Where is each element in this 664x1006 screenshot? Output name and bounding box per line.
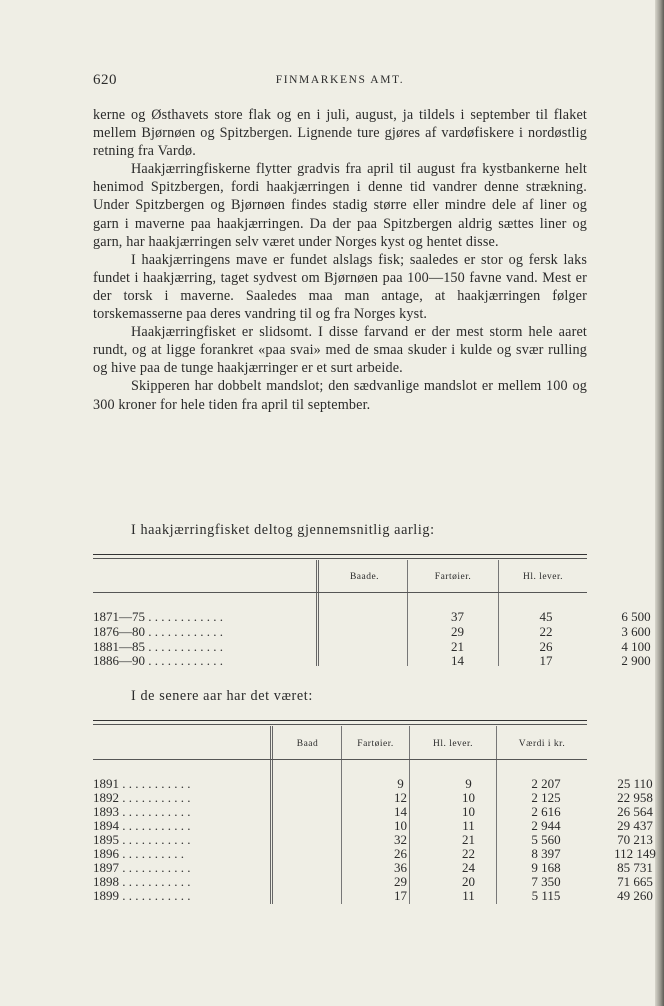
cell: 2 616 — [531, 804, 561, 819]
cell: 26 564 — [617, 804, 653, 819]
row-label: 1891 . . . . . . . . . . . — [93, 776, 191, 791]
cell: 22 — [539, 624, 553, 639]
cell: 29 437 — [617, 818, 653, 833]
table2-row — [93, 860, 653, 875]
table2-row — [93, 832, 653, 847]
cell: 32 — [394, 832, 407, 847]
table1-row — [93, 639, 651, 654]
cell: 49 260 — [617, 888, 653, 903]
table1-row — [93, 624, 651, 639]
cell: 29 — [394, 874, 407, 889]
row-label: 1881—85 . . . . . . . . . . . . — [93, 639, 223, 654]
cell: 10 — [394, 818, 407, 833]
row-label: 1871—75 . . . . . . . . . . . . — [93, 609, 223, 624]
cell: 5 560 — [531, 832, 561, 847]
paragraph-5: Skipperen har dobbelt mandslot; den sædvanlige mandslot er mellem 100 og 300 kroner for hele tiden fra april til september. — [93, 378, 587, 413]
table2-header-rule — [93, 759, 587, 760]
cell: 11 — [462, 888, 475, 903]
cell: 2 900 — [621, 653, 651, 668]
body-text — [93, 106, 587, 414]
cell: 29 — [451, 624, 464, 639]
row-label: 1894 . . . . . . . . . . . — [93, 818, 191, 833]
paragraph-3: I haakjærringens mave er fundet alslags fisk; saaledes er stor og fersk laks fundet i haakjærring, taget sydvest om Bjørnøen paa 100—150 favne vand. Mest er der torsk i maverne. Saaledes maa man antage, at haakjærringen følger torskemasserne paa deres vandring til og fra Norges kyst. — [93, 251, 587, 323]
table1-header-fartoier: Fartøier. — [434, 572, 472, 582]
table1-top-rule — [93, 554, 587, 555]
cell: 21 — [462, 832, 475, 847]
cell: 21 — [451, 639, 464, 654]
cell: 17 — [394, 888, 407, 903]
cell: 26 — [394, 846, 407, 861]
cell: 2 207 — [531, 776, 561, 791]
row-label: 1893 . . . . . . . . . . . — [93, 804, 191, 819]
cell: 7 350 — [531, 874, 561, 889]
running-title: FINMARKENS AMT. — [275, 74, 405, 86]
cell: 9 168 — [531, 860, 561, 875]
cell: 5 115 — [531, 888, 561, 903]
cell: 20 — [462, 874, 475, 889]
table2-header-vaerdi: Værdi i kr. — [518, 739, 566, 749]
cell: 9 — [397, 776, 404, 791]
table2-row — [93, 776, 653, 791]
cell: 10 — [462, 790, 475, 805]
page-header — [93, 72, 587, 92]
table2-header-fartoier: Fartøier. — [357, 739, 394, 749]
cell: 6 500 — [621, 609, 651, 624]
cell: 9 — [465, 776, 472, 791]
cell: 22 958 — [617, 790, 653, 805]
paragraph-4: Haakjærringfisket er slidsomt. I disse farvand er der mest storm hele aaret rundt, og at ligge forankret «paa svai» med de smaa skuder i kulde og svær rulling og hive paa de tunge haakjærringer er et surt arbeide. — [93, 324, 587, 377]
row-label: 1886—90 . . . . . . . . . . . . — [93, 653, 223, 668]
table2-row — [93, 804, 653, 819]
table1-row — [93, 609, 651, 624]
cell: 85 731 — [617, 860, 653, 875]
table2-row — [93, 790, 653, 805]
table2-header-hl-lever: Hl. lever. — [432, 739, 474, 749]
table2-top-rule — [93, 720, 587, 721]
row-label: 1876—80 . . . . . . . . . . . . — [93, 624, 223, 639]
table2-row — [93, 818, 653, 833]
table1-top-rule-thin — [93, 558, 587, 559]
paragraph-1: kerne og Østhavets store flak og en i juli, august, ja tildels i september til flaket mellem Bjørnøen og Spitzbergen. Lignende ture gjøres af vardøfiskere i nordøstlig retning fra Vardø. — [93, 107, 587, 160]
table1-header-rule — [93, 592, 587, 593]
cell: 22 — [462, 846, 475, 861]
cell: 4 100 — [621, 639, 651, 654]
table2-row — [93, 846, 656, 861]
table1-row — [93, 653, 651, 668]
cell: 45 — [539, 609, 553, 624]
cell: 11 — [462, 818, 475, 833]
cell: 17 — [539, 653, 553, 668]
row-label: 1899 . . . . . . . . . . . — [93, 888, 191, 903]
row-label: 1892 . . . . . . . . . . . — [93, 790, 191, 805]
cell: 12 — [394, 790, 407, 805]
cell: 26 — [539, 639, 553, 654]
paragraph-2: Haakjærringfiskerne flytter gradvis fra april til august fra kystbankerne helt henimod Spitzbergen, fordi haakjærringen i denne tid vandrer denne strækning. Under Spitzbergen og Bjørnøen findes stadig større eller mindre dele af liner og garn i maverne paa haakjærringen. Da der paa Spitzbergen aldrig sættes liner og garn, har haakjærringen selv været under Norges kyst og hentet disse. — [93, 161, 587, 250]
cell: 25 110 — [617, 776, 653, 791]
cell: 8 397 — [531, 846, 561, 861]
row-label: 1896 . . . . . . . . . . — [93, 846, 184, 861]
cell: 36 — [394, 860, 407, 875]
page-number: 620 — [93, 72, 117, 88]
cell: 71 665 — [617, 874, 653, 889]
cell: 24 — [462, 860, 475, 875]
cell: 2 944 — [531, 818, 561, 833]
row-label: 1898 . . . . . . . . . . . — [93, 874, 191, 889]
cell: 14 — [394, 804, 407, 819]
row-label: 1897 . . . . . . . . . . . — [93, 860, 191, 875]
table2-header-baad: Baad — [296, 739, 319, 749]
cell: 14 — [451, 653, 464, 668]
table1-header-baade: Baade. — [349, 572, 380, 582]
table1-header-hl-lever: Hl. lever. — [522, 572, 564, 582]
cell: 10 — [462, 804, 475, 819]
table2-row — [93, 888, 653, 903]
cell: 3 600 — [621, 624, 651, 639]
table2-intro: I de senere aar har det været: — [131, 688, 313, 704]
row-label: 1895 . . . . . . . . . . . — [93, 832, 191, 847]
table2-row — [93, 874, 653, 889]
cell: 70 213 — [617, 832, 653, 847]
table2-top-rule-thin — [93, 724, 587, 725]
table1-intro: I haakjærringfisket deltog gjennemsnitlig aarlig: — [131, 522, 435, 538]
cell: 2 125 — [531, 790, 561, 805]
cell: 112 149 — [614, 846, 656, 861]
cell: 37 — [451, 609, 464, 624]
